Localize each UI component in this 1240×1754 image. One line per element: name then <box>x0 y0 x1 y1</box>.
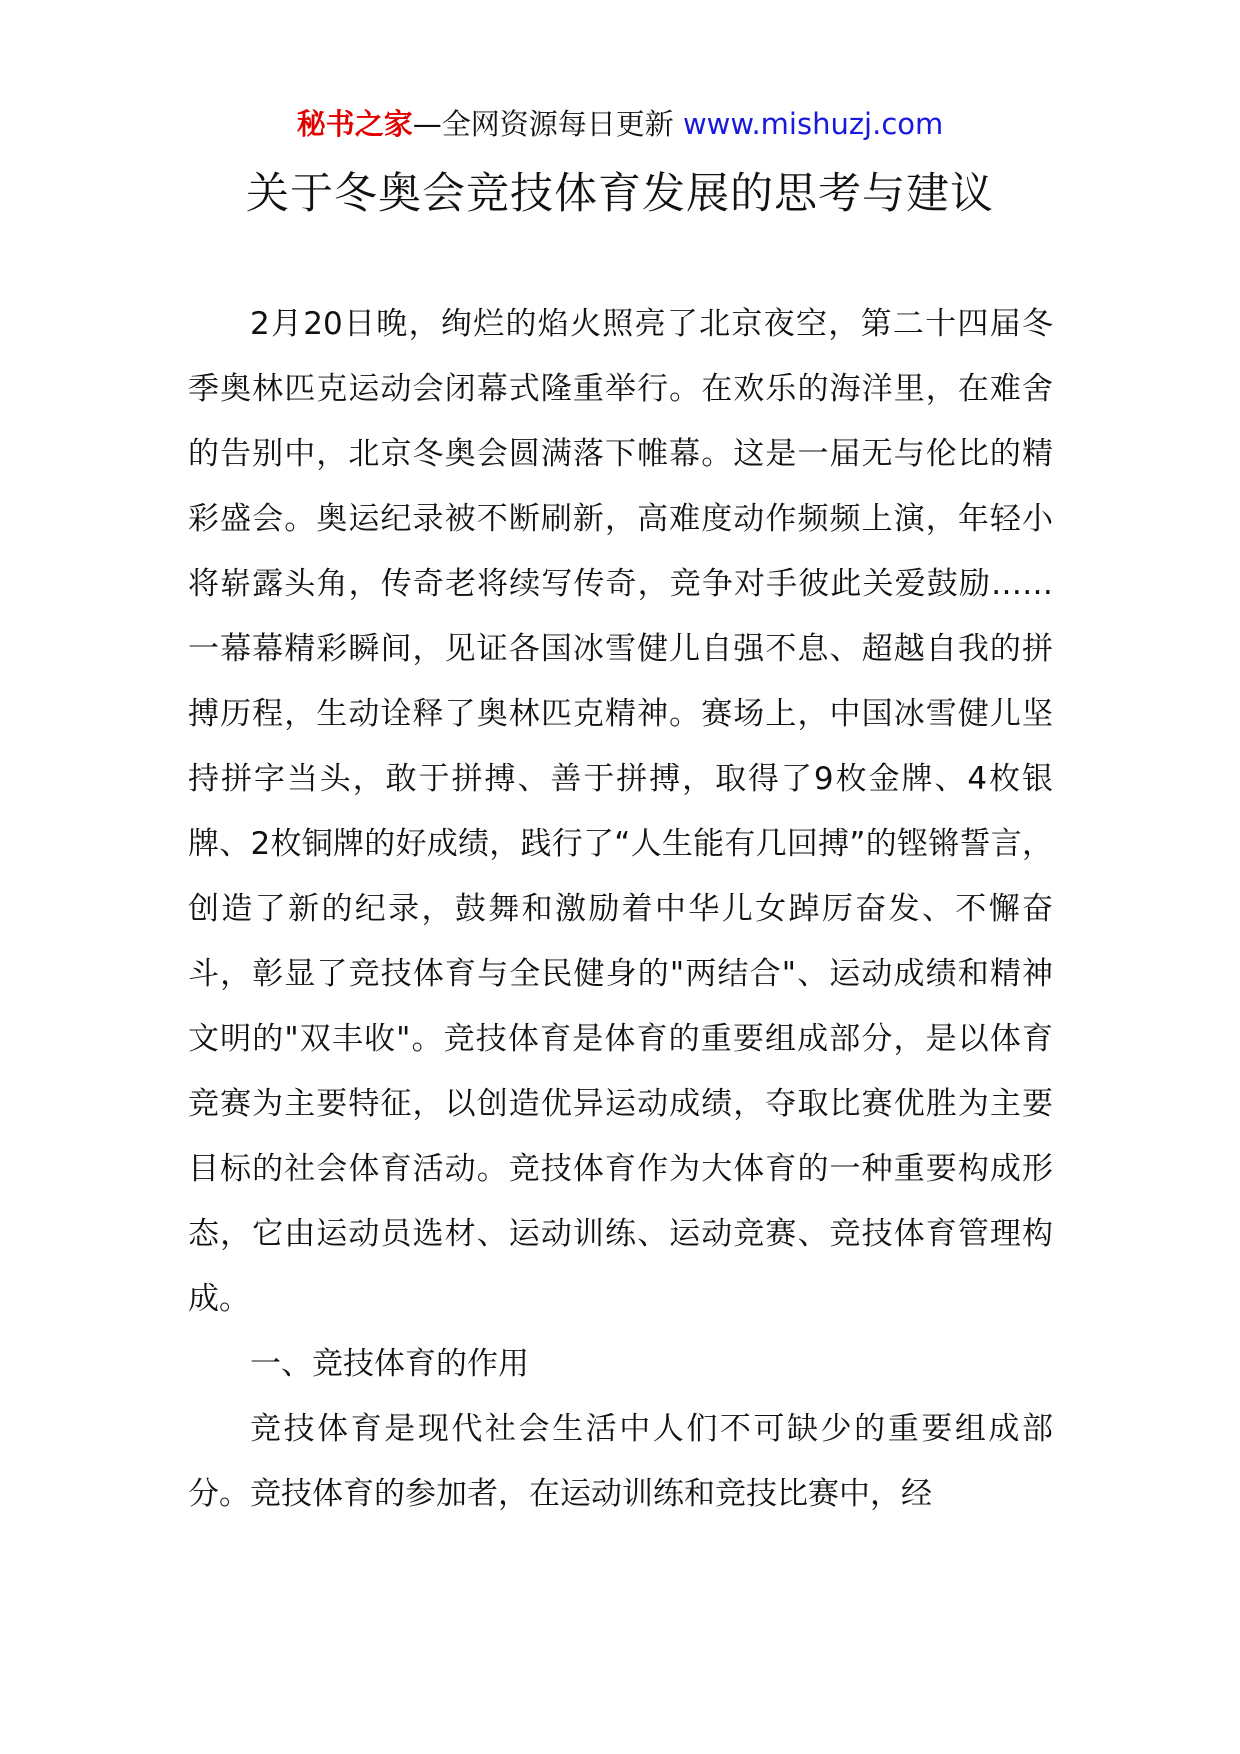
brand-name: 秘书之家 <box>296 107 413 141</box>
section-heading: 一、竞技体育的作用 <box>250 1346 529 1382</box>
website-link[interactable]: www.mishuzj.com <box>682 107 944 141</box>
paragraph-section-1: 竞技体育是现代社会生活中人们不可缺少的重要组成部分。竞技体育的参加者，在运动训练和竞技比赛中，经 <box>188 1411 1053 1512</box>
site-header <box>0 104 1240 144</box>
paragraph-intro: 2月20日晚，绚烂的焰火照亮了北京夜空，第二十四届冬季奥林匹克运动会闭幕式隆重举行。在欢乐的海洋里，在难舍的告别中，北京冬奥会圆满落下帷幕。这是一届无与伦比的精彩盛会。奥运纪录被不断刷新，高难度动作频频上演，年轻小将崭露头角，传奇老将续写传奇，竞争对手彼此关爱鼓励……一幕幕精彩瞬间，见证各国冰雪健儿自强不息、超越自我的拼搏历程，生动诠释了奥林匹克精神。赛场上，中国冰雪健儿坚持拼字当头，敢于拼搏、善于拼搏，取得了9枚金牌、4枚银牌、2枚铜牌的好成绩，践行了“人生能有几回搏”的铿锵誓言，创造了新的纪录，鼓舞和激励着中华儿女踔厉奋发、不懈奋斗，彰显了竞技体育与全民健身的"两结合"、运动成绩和精神文明的"双丰收"。竞技体育是体育的重要组成部分，是以体育竞赛为主要特征，以创造优异运动成绩，夺取比赛优胜为主要目标的社会体育活动。竞技体育作为大体育的一种重要构成形态，它由运动员选材、运动训练、运动竞赛、竞技体育管理构成。 <box>188 306 1053 1317</box>
header-tagline: —全网资源每日更新 <box>412 107 683 141</box>
document-body <box>188 292 1053 1527</box>
document-title: 关于冬奥会竞技体育发展的思考与建议 <box>246 169 994 219</box>
